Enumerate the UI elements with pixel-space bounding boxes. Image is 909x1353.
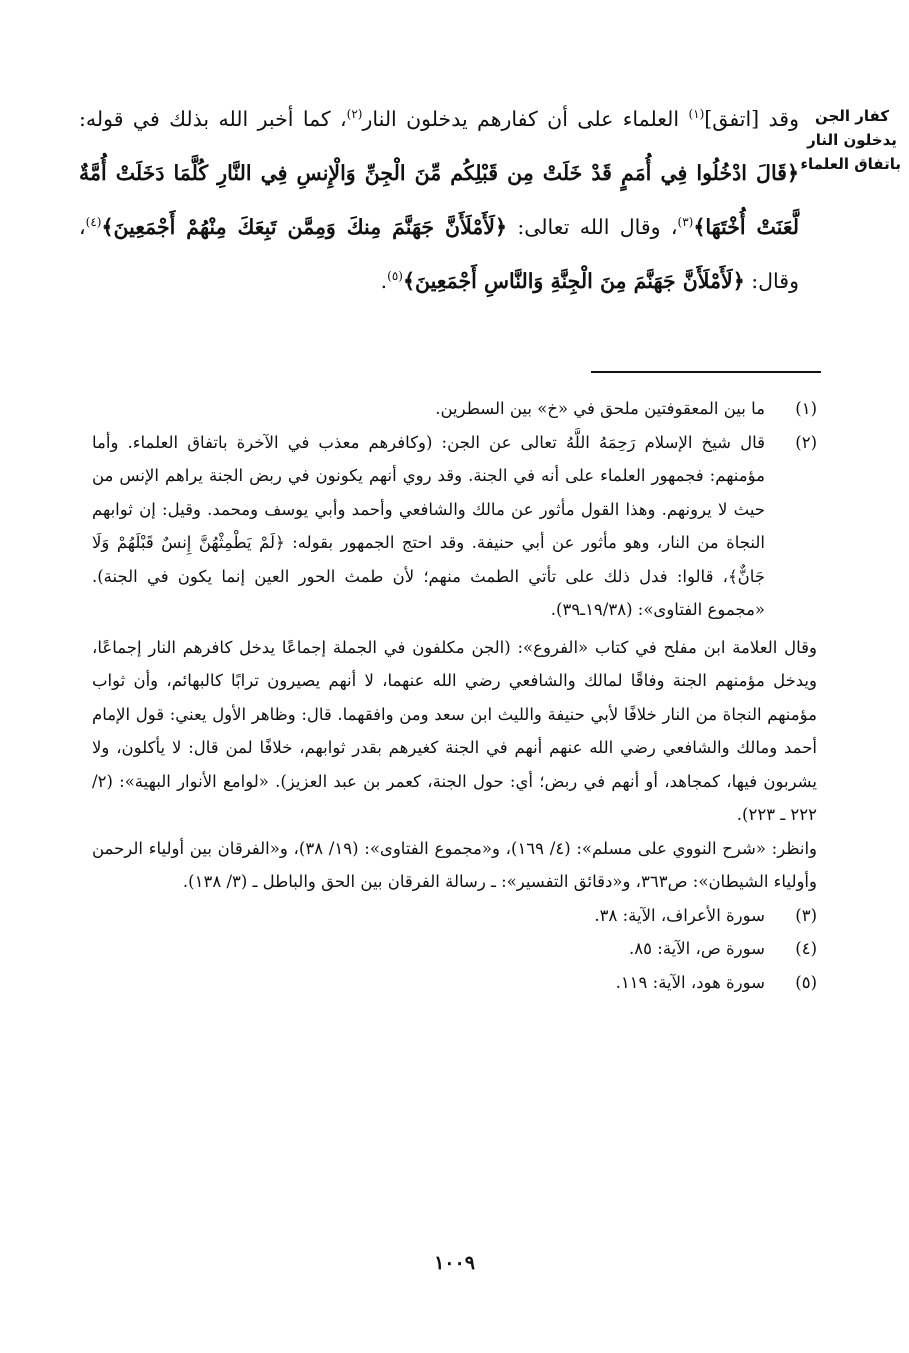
footnote-2-continuation bbox=[92, 631, 817, 899]
footnote-5 bbox=[92, 966, 817, 1000]
footnote-text: ما بين المعقوفتين ملحق في «خ» بين السطرين. bbox=[435, 399, 765, 418]
footnote-number: (٥) bbox=[795, 972, 817, 992]
text-run: العلماء على أن كفارهم يدخلون النار bbox=[362, 107, 689, 131]
main-paragraph bbox=[79, 92, 799, 308]
margin-heading-line: باتفاق العلماء bbox=[800, 155, 901, 173]
footnote-text: سورة هود، الآية: ١١٩. bbox=[615, 972, 765, 992]
footnote-paragraph: وقال العلامة ابن مفلح في كتاب «الفروع»: (الجن مكلفون في الجملة إجماعًا يدخل كافرهم النار إجماعًا، ويدخل مؤمنهم الجنة وفاقًا لمالك والشافعي رضي الله عنهما، لا أنهم يصيرون ترابًا كالبهائم، وأن ثواب مؤمنهم النجاة من النار خلافًا لأبي حنيفة والليث ابن سعد ومن وافقهما. قال: وظاهر الأول يعني: قول الإمام أحمد ومالك والشافعي رضي الله عنهم أنهم في الجنة كغيرهم بقدر ثوابهم، خلافًا لمن قال: لا يأكلون، ولا يشربون فيها، كمجاهد، أو أنهم في ربض؛ أي: حول الجنة، كعمر بن عبد العزيز). «لوامع الأنوار البهية»: (٢/ ٢٢٢ ـ ٢٢٣). bbox=[92, 637, 817, 824]
footnote-text: سورة الأعراف، الآية: ٣٨. bbox=[594, 905, 765, 925]
footnote-number: (٢) bbox=[795, 432, 817, 452]
main-body-text bbox=[79, 92, 799, 308]
footnote-text: قال شيخ الإسلام رَحِمَهُ اللَّهُ تعالى عن الجن: (وكافرهم معذب في الآخرة باتفاق العلماء. وأما مؤمنهم: فجمهور العلماء على أنه في الجنة. وقد روي أنهم يكونون في ربض الجنة يراهم الإنس من حيث لا يرونهم. وهذا القول مأثور عن مالك والشافعي وأحمد وأبي يوسف ومحمد. وقيل: إن ثوابهم النجاة من النار، وهو مأثور عن أبي حنيفة. وقد احتج الجمهور بقوله: ﴿لَمْ يَطْمِثْهُنَّ إِنسٌ قَبْلَهُمْ وَلَا جَانٌّ﴾، قالوا: فدل ذلك على تأتي الطمث منهم؛ لأن طمث الحور العين إنما يكون في الجنة). «مجموع الفتاوى»: (١٩/٣٨ـ٣٩). bbox=[92, 432, 765, 619]
quran-verse: ﴿لَأَمْلَأَنَّ جَهَنَّمَ مِنكَ وَمِمَّن تَبِعَكَ مِنْهُمْ أَجْمَعِينَ﴾ bbox=[101, 215, 507, 239]
footnote-ref: (٣) bbox=[677, 215, 694, 230]
footnote-text: سورة ص، الآية: ٨٥. bbox=[629, 939, 765, 958]
text-run: وقد [اتفق] bbox=[704, 107, 799, 131]
footnote-number: (١) bbox=[795, 399, 817, 418]
text-run: ، كما أخبر الله بذلك في قوله: bbox=[79, 107, 347, 131]
margin-heading-line: كفار الجن bbox=[814, 107, 890, 125]
footnote-separator bbox=[591, 371, 821, 373]
text-run: ، وقال: bbox=[79, 215, 799, 293]
footnotes-section bbox=[92, 392, 817, 999]
footnote-ref: (٢) bbox=[346, 107, 363, 122]
footnote-4 bbox=[92, 932, 817, 966]
footnote-number: (٣) bbox=[795, 905, 817, 925]
quran-verse: ﴿قَالَ ادْخُلُوا فِي أُمَمٍ قَدْ خَلَتْ مِن قَبْلِكُم مِّنَ الْجِنِّ وَالْإِنسِ فِي النَّارِ كُلَّمَا دَخَلَتْ أُمَّةٌ لَّعَنَتْ أُخْتَهَا﴾ bbox=[79, 161, 799, 239]
page-number: ١٠٠٩ bbox=[434, 1252, 475, 1274]
text-run: . bbox=[380, 269, 388, 293]
footnote-ref: (٤) bbox=[85, 215, 102, 230]
footnote-2 bbox=[92, 426, 817, 627]
margin-heading-line: يدخلون النار bbox=[807, 131, 897, 149]
quran-verse: ﴿لَأَمْلَأَنَّ جَهَنَّمَ مِنَ الْجِنَّةِ وَالنَّاسِ أَجْمَعِينَ﴾ bbox=[402, 269, 745, 293]
footnote-paragraph: وانظر: «شرح النووي على مسلم»: (٤/ ١٦٩)، و«مجموع الفتاوى»: (١٩/ ٣٨)، و«الفرقان بين أولياء الرحمن وأولياء الشيطان»: ص٣٦٣، و«دقائق التفسير»: ـ رسالة الفرقان بين الحق والباطل ـ (٣/ ١٣٨). bbox=[92, 838, 818, 891]
footnote-3 bbox=[92, 899, 817, 933]
margin-heading bbox=[800, 104, 901, 176]
footnote-number: (٤) bbox=[795, 939, 817, 958]
footnote-ref: (٥) bbox=[387, 269, 403, 284]
footnote-ref: (١) bbox=[688, 107, 705, 122]
text-run: ، وقال الله تعالى: bbox=[507, 215, 678, 239]
footnote-1 bbox=[92, 392, 817, 426]
